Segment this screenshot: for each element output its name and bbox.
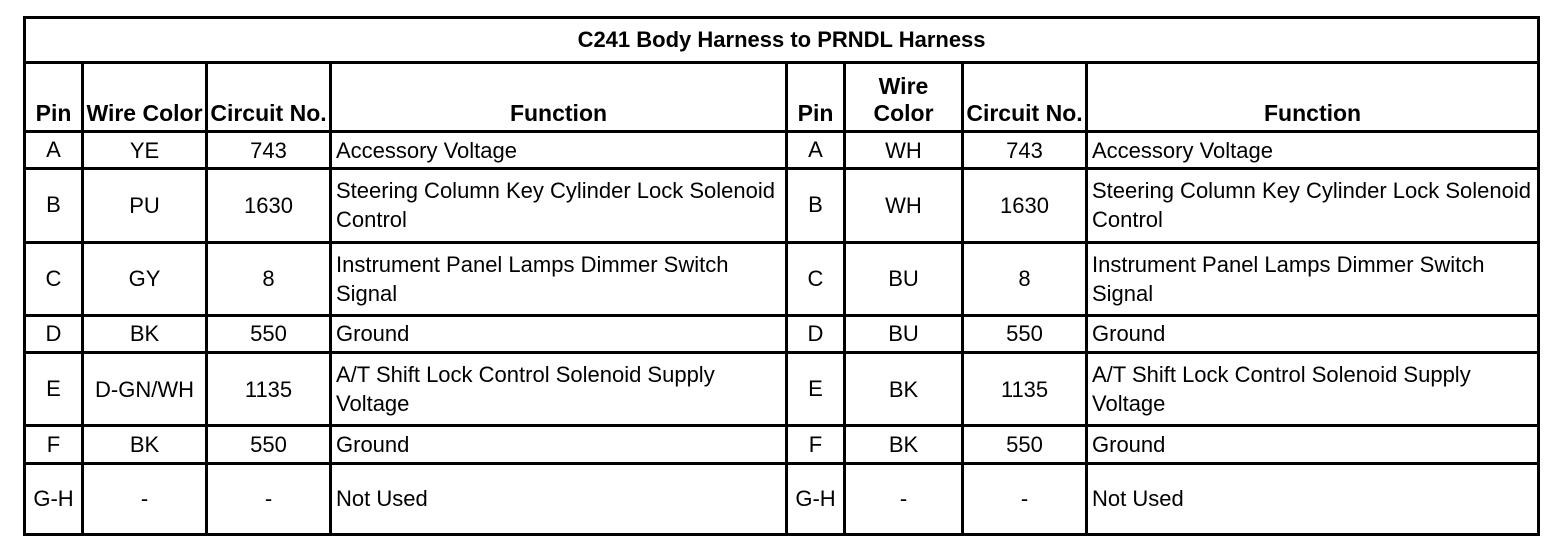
cell-pin: D — [25, 315, 83, 353]
cell-wire-color: - — [845, 463, 963, 534]
cell-pin: B — [25, 169, 83, 242]
cell-pin: G-H — [25, 463, 83, 534]
cell-wire-color: BK — [845, 353, 963, 426]
cell-function: Ground — [331, 426, 787, 464]
cell-circuit-no: 550 — [963, 315, 1087, 353]
cell-function: Ground — [331, 315, 787, 353]
cell-function: Not Used — [1087, 463, 1539, 534]
cell-pin: D — [787, 315, 845, 353]
cell-pin: C — [25, 242, 83, 315]
col-header-function: Function — [1087, 62, 1539, 131]
col-header-wire-color: Wire Color — [83, 62, 207, 131]
cell-pin: C — [787, 242, 845, 315]
cell-pin: F — [787, 426, 845, 464]
cell-wire-color: BU — [845, 315, 963, 353]
table-row — [25, 315, 1539, 353]
table-row — [25, 463, 1539, 534]
cell-function: Instrument Panel Lamps Dimmer Switch Signal — [331, 242, 787, 315]
header-row — [25, 62, 1539, 131]
cell-circuit-no: - — [207, 463, 331, 534]
cell-wire-color: YE — [83, 131, 207, 169]
cell-circuit-no: 550 — [207, 426, 331, 464]
cell-function: A/T Shift Lock Control Solenoid Supply Voltage — [331, 353, 787, 426]
col-header-pin: Pin — [787, 62, 845, 131]
cell-circuit-no: 8 — [207, 242, 331, 315]
cell-wire-color: BK — [83, 315, 207, 353]
cell-circuit-no: 743 — [207, 131, 331, 169]
cell-wire-color: BK — [83, 426, 207, 464]
col-header-function: Function — [331, 62, 787, 131]
table-row — [25, 353, 1539, 426]
cell-pin: G-H — [787, 463, 845, 534]
cell-function: Ground — [1087, 426, 1539, 464]
cell-wire-color: WH — [845, 131, 963, 169]
cell-circuit-no: 1630 — [963, 169, 1087, 242]
cell-function: Not Used — [331, 463, 787, 534]
cell-wire-color: - — [83, 463, 207, 534]
cell-wire-color: GY — [83, 242, 207, 315]
col-header-wire-color: Wire Color — [845, 62, 963, 131]
table-title: C241 Body Harness to PRNDL Harness — [25, 18, 1539, 63]
cell-wire-color: BU — [845, 242, 963, 315]
cell-pin: E — [25, 353, 83, 426]
cell-circuit-no: 1630 — [207, 169, 331, 242]
cell-pin: B — [787, 169, 845, 242]
cell-pin: E — [787, 353, 845, 426]
cell-wire-color: WH — [845, 169, 963, 242]
col-header-pin: Pin — [25, 62, 83, 131]
cell-function: A/T Shift Lock Control Solenoid Supply Voltage — [1087, 353, 1539, 426]
table-row — [25, 131, 1539, 169]
cell-circuit-no: 1135 — [207, 353, 331, 426]
table-row — [25, 242, 1539, 315]
cell-wire-color: BK — [845, 426, 963, 464]
cell-pin: A — [25, 131, 83, 169]
cell-circuit-no: 743 — [963, 131, 1087, 169]
connector-table — [23, 16, 1540, 536]
cell-function: Instrument Panel Lamps Dimmer Switch Signal — [1087, 242, 1539, 315]
table-row — [25, 426, 1539, 464]
col-header-circuit-no: Circuit No. — [207, 62, 331, 131]
cell-circuit-no: 550 — [207, 315, 331, 353]
cell-circuit-no: 1135 — [963, 353, 1087, 426]
cell-function: Steering Column Key Cylinder Lock Solenoid Control — [1087, 169, 1539, 242]
col-header-circuit-no: Circuit No. — [963, 62, 1087, 131]
cell-function: Steering Column Key Cylinder Lock Solenoid Control — [331, 169, 787, 242]
cell-circuit-no: - — [963, 463, 1087, 534]
title-row — [25, 18, 1539, 63]
cell-pin: A — [787, 131, 845, 169]
cell-wire-color: PU — [83, 169, 207, 242]
cell-function: Accessory Voltage — [1087, 131, 1539, 169]
cell-pin: F — [25, 426, 83, 464]
cell-circuit-no: 8 — [963, 242, 1087, 315]
table-row — [25, 169, 1539, 242]
cell-function: Ground — [1087, 315, 1539, 353]
cell-function: Accessory Voltage — [331, 131, 787, 169]
cell-circuit-no: 550 — [963, 426, 1087, 464]
cell-wire-color: D-GN/WH — [83, 353, 207, 426]
